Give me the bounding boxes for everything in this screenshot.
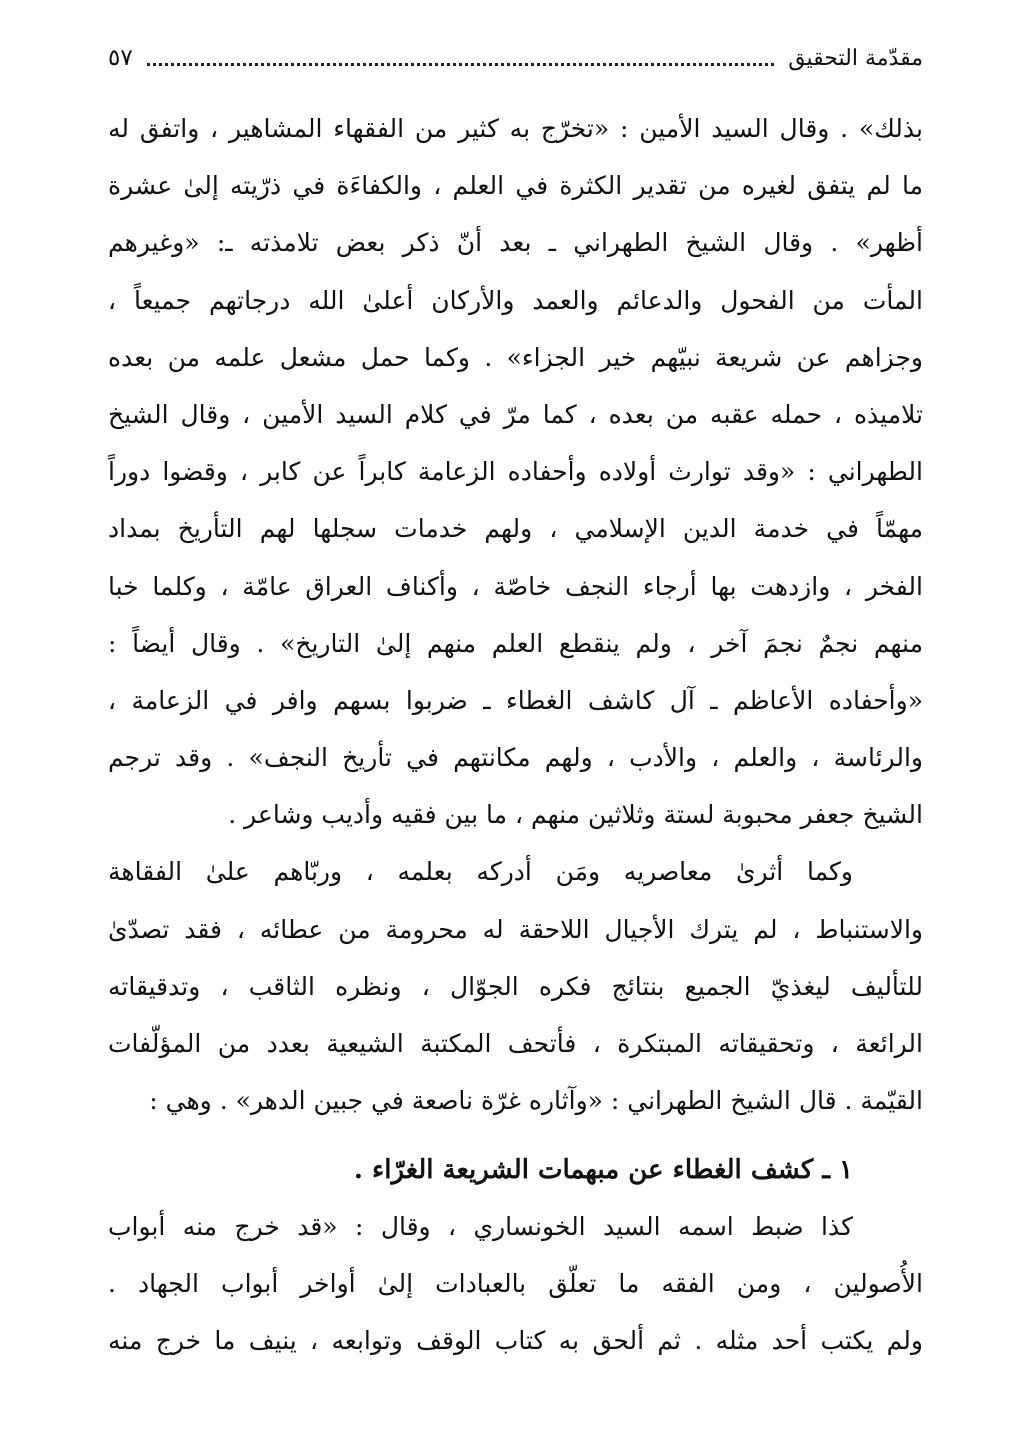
text-line: والرئاسة ، والعلم ، والأدب ، ولهم مكانتهم في تأريخ النجف» . وقد ترجم: [108, 743, 923, 773]
body-text: [108, 100, 923, 1129]
text-line: الفخر ، وازدهت بها أرجاء النجف خاصّة ، وأكناف العراق عامّة ، وكلما خبا: [108, 571, 923, 601]
text-line: المأت من الفحول والدعائم والعمد والأركان أعلىٰ الله درجاتهم جميعاً ،: [108, 285, 923, 315]
text-line: بذلك» . وقال السيد الأمين : «تخرّج به كثير من الفقهاء المشاهير ، واتفق له: [108, 114, 923, 143]
text-line: وجزاهم عن شريعة نبيّهم خير الجزاء» . وكما حمل مشعل علمه من بعده: [108, 342, 923, 372]
text-line: والاستنباط ، لم يترك الأجيال اللاحقة له محرومة من عطائه ، فقد تصدّىٰ: [108, 914, 923, 944]
section-heading: ١ ـ كشف الغطاء عن مبهمات الشريعة الغرّاء .: [353, 1155, 853, 1185]
paragraph-2: [108, 843, 923, 1129]
text-line: الأُصولين ، ومن الفقه ما تعلّق بالعبادات إلىٰ أواخر أبواب الجهاد .: [108, 1269, 923, 1299]
text-line: تلاميذه ، حمله عقبه من بعده ، كما مرّ في كلام السيد الأمين ، وقال الشيخ: [108, 399, 923, 429]
paragraph-1: [108, 100, 923, 843]
text-line: الشيخ جعفر محبوبة لستة وثلاثين منهم ، ما بين فقيه وأديب وشاعر .: [228, 800, 923, 830]
leader-dots: [147, 63, 774, 66]
text-line: ولم يكتب أحد مثله . ثم ألحق به كتاب الوقف وتوابعه ، ينيف ما خرج منه: [108, 1326, 923, 1356]
section-body: [108, 1198, 923, 1370]
page-number: ٥٧: [108, 45, 133, 71]
text-line: للتأليف ليغذيّ الجميع بنتائج فكره الجوّال ، ونظره الثاقب ، وتدقيقاته: [108, 971, 923, 1001]
text-line: ما لم يتفق لغيره من تقدير الكثرة في العلم ، والكفاءَة في ذرّيته إلىٰ عشرة: [108, 171, 923, 201]
text-line: الطهراني : «وقد توارث أولاده وأحفاده الزعامة كابراً عن كابر ، وقضوا دوراً: [108, 457, 923, 487]
text-line: كذا ضبط اسمه السيد الخونساري ، وقال : «قد خرج منه أبواب: [108, 1212, 853, 1241]
text-line: منهم نجمٌ نجمَ آخر ، ولم ينقطع العلم منهم إلىٰ التاريخ» . وقال أيضاً :: [108, 628, 923, 658]
text-line: القيّمة . قال الشيخ الطهراني : «وآثاره غرّة ناصعة في جبين الدهر» . وهي :: [149, 1086, 923, 1116]
text-line: وكما أثرىٰ معاصريه ومَن أدركه بعلمه ، وربّاهم علىٰ الفقاهة: [108, 857, 853, 887]
text-line: «وأحفاده الأعاظم ـ آل كاشف الغطاء ـ ضربوا بسهم وافر في الزعامة ،: [108, 685, 923, 715]
text-line: الرائعة ، وتحقيقاته المبتكرة ، فأتحف المكتبة الشيعية بعدد من المؤلّفات: [108, 1029, 923, 1058]
text-line: مهمّاً في خدمة الدين الإسلامي ، ولهم خدمات سجلها لهم التأريخ بمداد: [108, 514, 923, 544]
text-line: أظهر» . وقال الشيخ الطهراني ـ بعد أنّ ذكر بعض تلامذته ـ: «وغيرهم: [108, 228, 923, 258]
running-title: مقدّمة التحقيق: [788, 45, 923, 71]
running-header: [108, 38, 923, 78]
